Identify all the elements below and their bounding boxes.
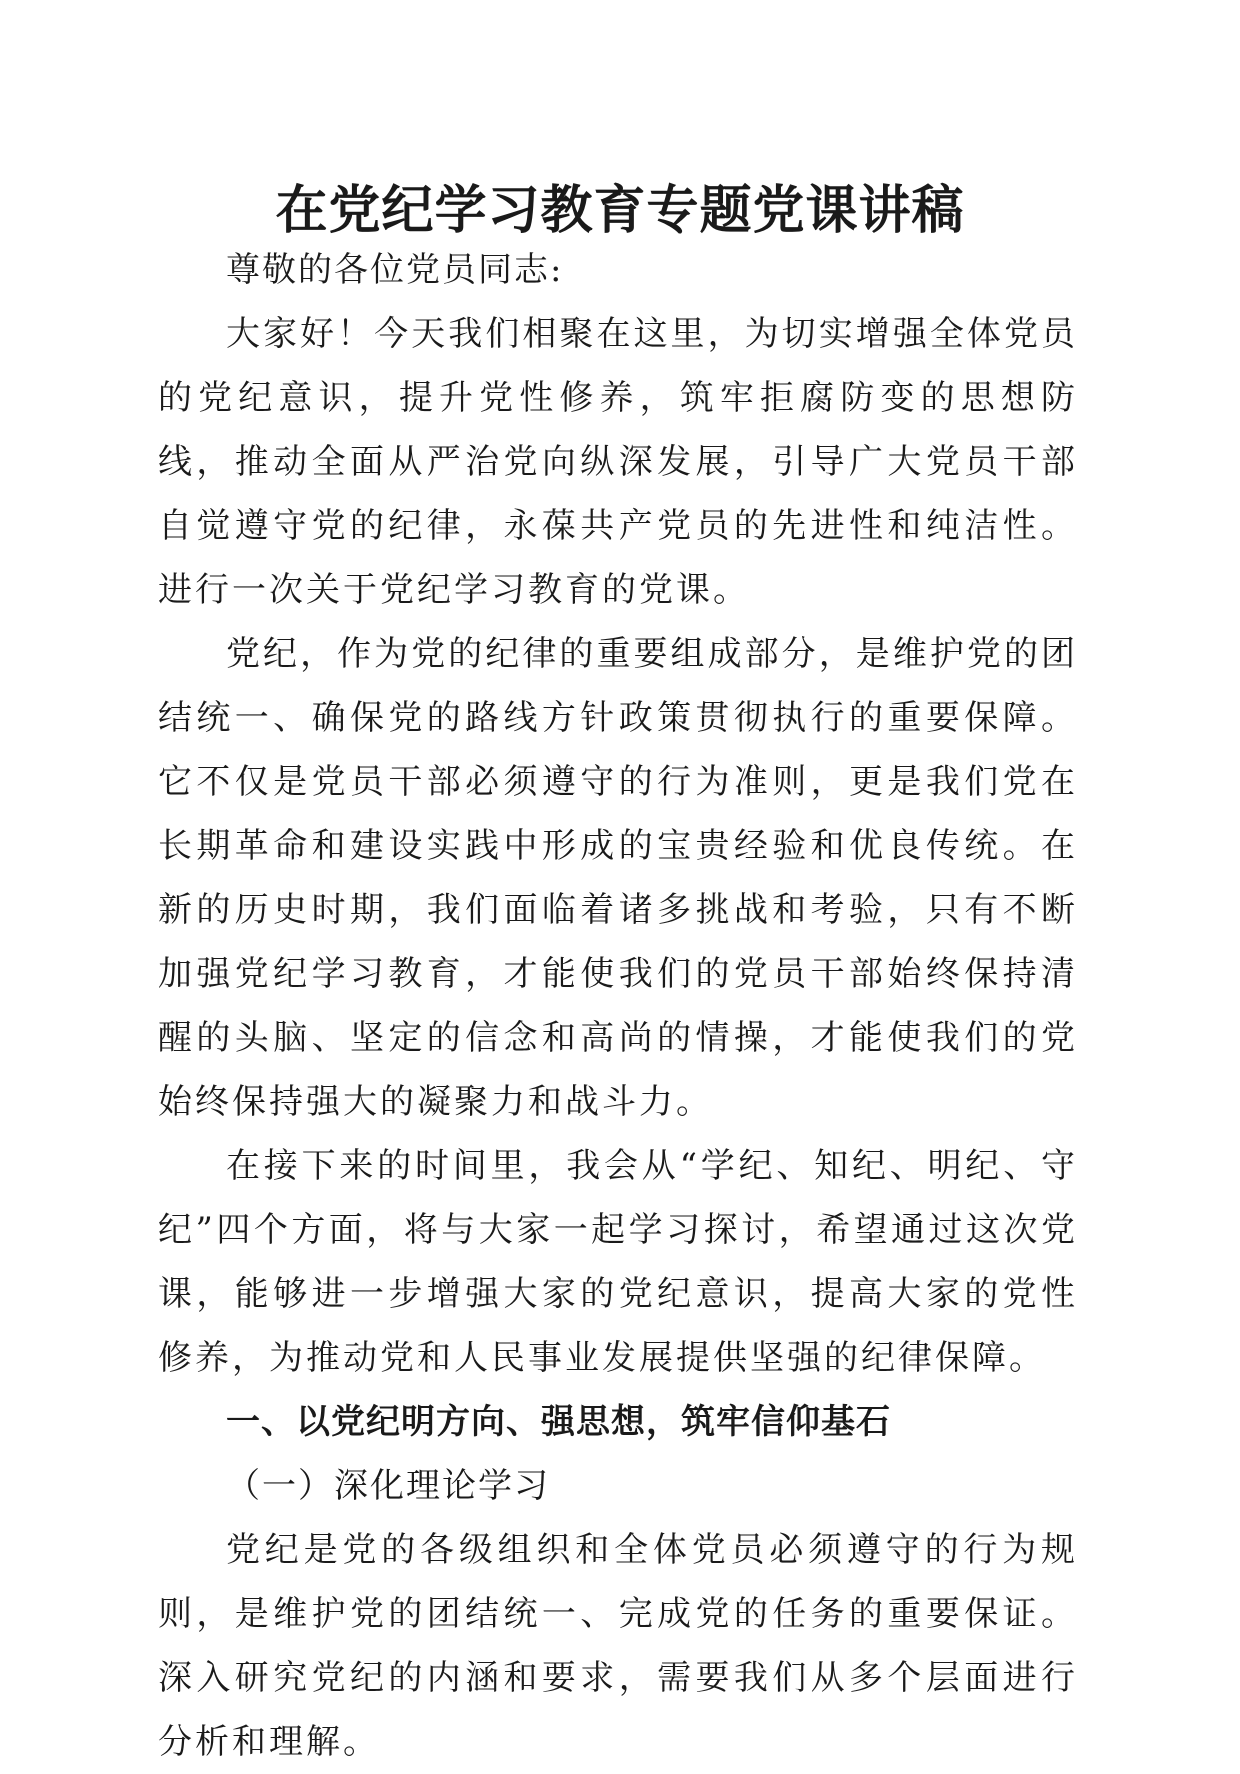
paragraph-party-discipline: 党纪，作为党的纪律的重要组成部分，是维护党的团结统一、确保党的路线方针政策贯彻执行的重要保障。它不仅是党员干部必须遵守的行为准则，更是我们党在长期革命和建设实践中形成的宝贵经验和优良传统。在新的历史时期，我们面临着诸多挑战和考验，只有不断加强党纪学习教育，才能使我们的党员干部始终保持清醒的头脑、坚定的信念和高尚的情操，才能使我们的党始终保持强大的凝聚力和战斗力。 bbox=[158, 634, 1078, 1122]
section-heading-1: 一、以党纪明方向、强思想，筑牢信仰基石 bbox=[226, 1402, 891, 1442]
paragraph-opening: 大家好！今天我们相聚在这里，为切实增强全体党员的党纪意识，提升党性修养，筑牢拒腐防变的思想防线，推动全面从严治党向纵深发展，引导广大党员干部自觉遵守党的纪律，永葆共产党员的先进性和纯洁性。进行一次关于党纪学习教育的党课。 bbox=[158, 314, 1078, 610]
document-title: 在党纪学习教育专题党课讲稿 bbox=[275, 180, 965, 241]
subsection-heading-1: （一）深化理论学习 bbox=[226, 1466, 550, 1506]
paragraph-agenda: 在接下来的时间里，我会从“学纪、知纪、明纪、守纪”四个方面，将与大家一起学习探讨，希望通过这次党课，能够进一步增强大家的党纪意识，提高大家的党性修养，为推动党和人民事业发展提供坚强的纪律保障。 bbox=[158, 1146, 1078, 1378]
greeting: 尊敬的各位党员同志: bbox=[226, 250, 564, 290]
document-body bbox=[158, 238, 1078, 1774]
paragraph-theory-study: 党纪是党的各级组织和全体党员必须遵守的行为规则，是维护党的团结统一、完成党的任务的重要保证。深入研究党纪的内涵和要求，需要我们从多个层面进行分析和理解。 bbox=[158, 1530, 1078, 1762]
